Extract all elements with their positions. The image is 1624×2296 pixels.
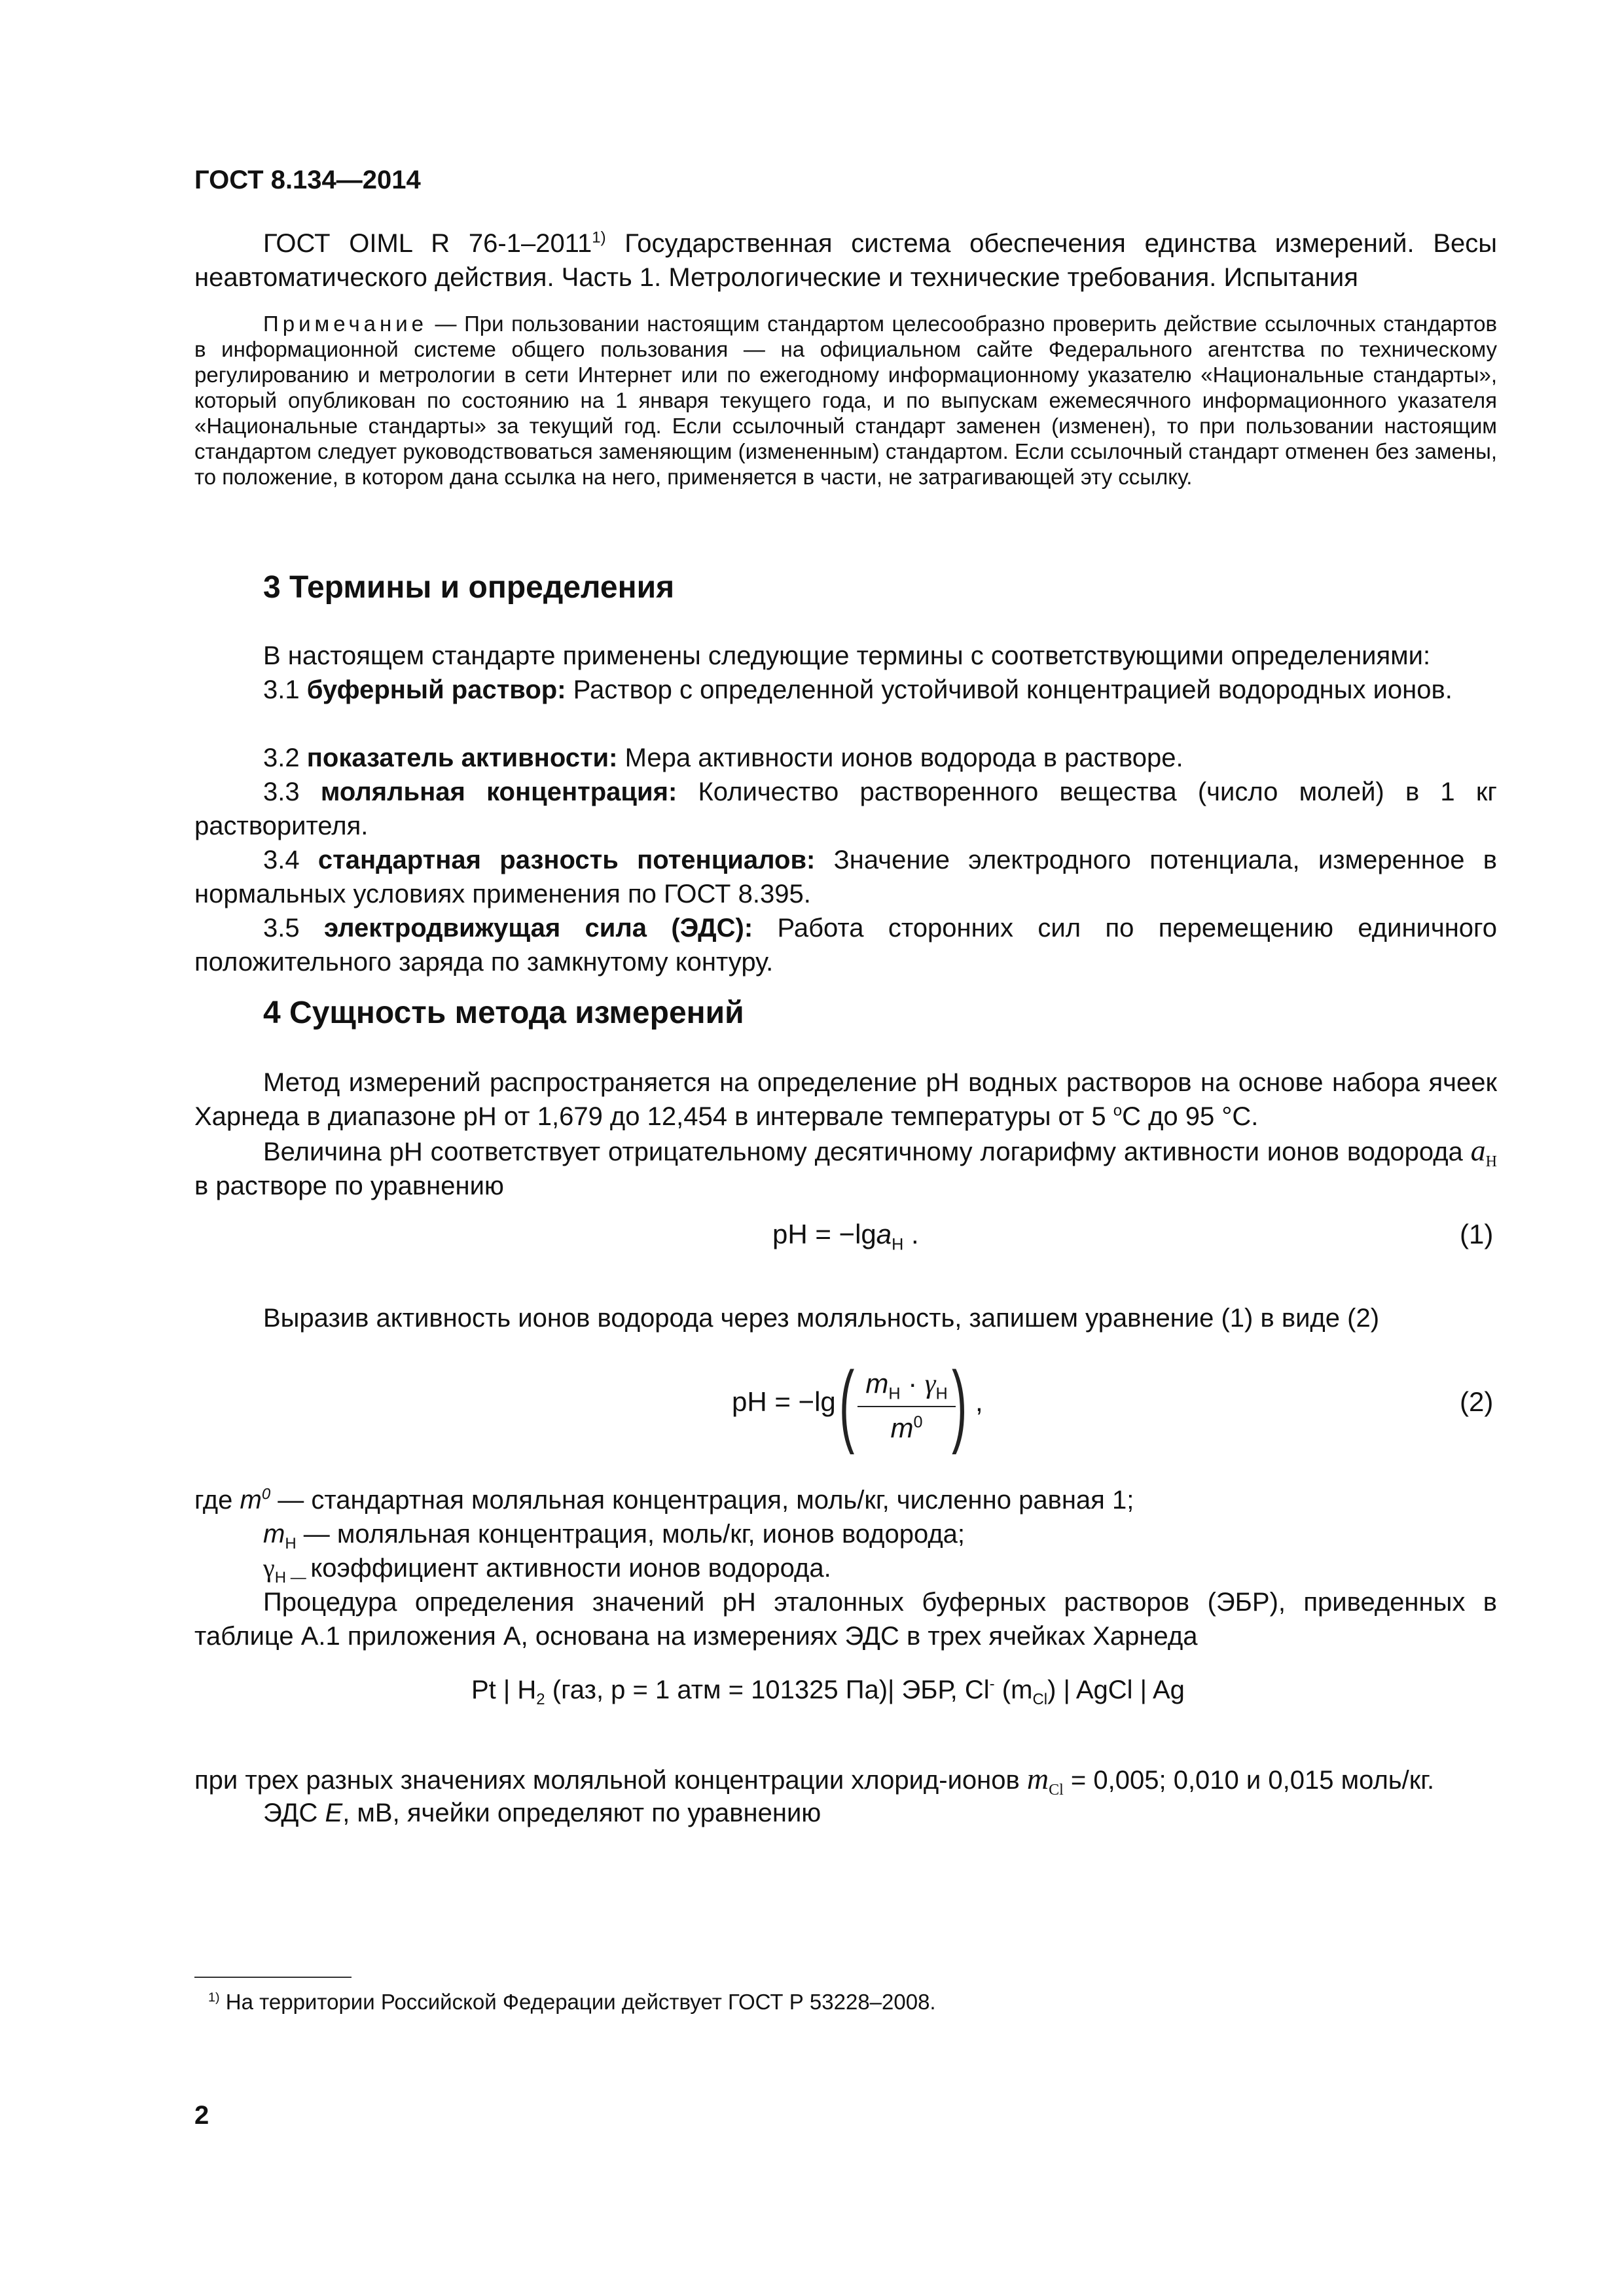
reference-title: Государственная система обеспечения единства измерений. Весы неавтоматического действия. Часть 1. Метрологические и технические требования. Испытания [194, 229, 1498, 292]
term-name: стандартная разность потенциалов: [317, 846, 816, 874]
term-definition: Раствор с определенной устойчивой концентрацией водородных ионов. [566, 675, 1453, 704]
math-subscript: H [285, 1535, 297, 1552]
math-variable: m [240, 1486, 262, 1515]
left-paren: ( [839, 1352, 855, 1455]
text-run: в растворе по уравнению [194, 1172, 504, 1200]
term-definition: Значение электродного потенциала, измеренное в нормальных условиях применения по ГОСТ 8.395. [194, 846, 1498, 908]
text-run: коэффициент активности ионов водорода. [310, 1554, 831, 1583]
document-header: ГОСТ 8.134—2014 [194, 166, 421, 194]
where-line-3 [263, 1551, 1497, 1585]
text-run: где [194, 1486, 240, 1515]
text-run: C до 95 °C. [1122, 1102, 1259, 1131]
term-name: буферный раствор: [306, 675, 566, 704]
section-4-paragraph-5 [194, 1762, 1497, 1797]
fraction-numerator [857, 1368, 956, 1403]
section-4-title: 4 Сущность метода измерений [263, 996, 744, 1030]
math-operator: · [900, 1368, 925, 1399]
term-3-5 [194, 911, 1497, 979]
math-subscript: Cl [1049, 1782, 1064, 1799]
note-paragraph [194, 311, 1497, 490]
section-3-title: 3 Термины и определения [263, 570, 675, 605]
math-variable: γ [924, 1369, 936, 1399]
section-4-paragraph-1 [194, 1066, 1497, 1134]
math-variable: γ [263, 1553, 275, 1583]
math-variable: E [325, 1799, 343, 1827]
fraction-bar [857, 1406, 956, 1407]
equation-2-lhs: pH = −lg [732, 1386, 836, 1417]
equation-2-end: , [975, 1386, 983, 1417]
equation-lhs: pH = −lg [772, 1219, 876, 1249]
text-run: (m [994, 1676, 1033, 1704]
math-variable: a [1470, 1134, 1486, 1167]
math-subscript: H [888, 1384, 901, 1403]
term-3-2 [194, 741, 1497, 775]
text-run: — моляльная концентрация, моль/кг, ионов водорода; [296, 1520, 965, 1549]
term-3-3 [194, 775, 1497, 843]
note-text: — При пользовании настоящим стандартом целесообразно проверить действие ссылочных стандартов в информационной системе общего пользования — на официальном сайте Федерального агентства по техническому регулированию и метрологии в сети Интернет или по ежегодному информационному указателю «Национальные стандарты», который опубликован по состоянию на 1 января текущего года, и по выпускам ежемесячного информационного указателя «Национальные стандарты» за текущий год. Если ссылочный стандарт заменен (изменен), то при пользовании настоящим стандартом следует руководствоваться заменяющим (измененным) стандартом. Если ссылочный стандарт отменен без замены, то положение, в котором дана ссылка на него, применяется в части, не затрагивающей эту ссылку. [194, 312, 1497, 489]
term-number: 3.3 [263, 778, 321, 806]
text-run: = 0,005; 0,010 и 0,015 моль/кг. [1063, 1766, 1435, 1795]
math-variable: m [263, 1520, 285, 1549]
math-subscript: H [892, 1235, 904, 1254]
math-subscript: H — [274, 1569, 311, 1587]
note-label: Примечание [263, 312, 428, 336]
math-subscript: 2 [536, 1691, 545, 1708]
math-subscript: H [935, 1384, 948, 1403]
degree-mark: o [1113, 1102, 1123, 1120]
term-3-1 [194, 673, 1497, 707]
right-paren: ) [952, 1352, 967, 1455]
section-4-paragraph-6 [263, 1796, 1497, 1830]
math-variable: m [1026, 1762, 1049, 1795]
footnote-mark: 1) [208, 1990, 220, 2005]
math-variable: m [890, 1412, 914, 1443]
text-run: . [903, 1219, 919, 1249]
term-name: показатель активности: [306, 744, 618, 772]
page-number: 2 [194, 2101, 209, 2130]
equation-1-number: (1) [1460, 1219, 1494, 1249]
term-definition: Мера активности ионов водорода в растворе. [617, 744, 1183, 772]
text-run: Величина pH соответствует отрицательному десятичному логарифму активности ионов водорода [263, 1138, 1471, 1166]
reference-id: ГОСТ OIML R 76-1–2011 [263, 229, 592, 258]
where-line-2 [263, 1517, 1497, 1551]
section-3-intro: В настоящем стандарте применены следующие термины с соответствующими определениями: [263, 641, 1431, 670]
section-4-paragraph-2 [194, 1134, 1497, 1203]
equation-1 [772, 1219, 919, 1254]
harned-cell-scheme [471, 1675, 1185, 1708]
footnote-text: На территории Российской Федерации действует ГОСТ Р 53228–2008. [219, 1990, 936, 2014]
text-run: ) | AgCl | Ag [1047, 1676, 1185, 1704]
term-number: 3.2 [263, 744, 307, 772]
math-subscript: H [1485, 1153, 1497, 1170]
math-superscript: - [989, 1675, 995, 1693]
term-number: 3.4 [263, 846, 318, 874]
math-superscript: 0 [261, 1485, 271, 1503]
math-subscript: Cl [1032, 1691, 1048, 1708]
reference-footnote-mark: 1) [592, 228, 606, 247]
term-definition: Работа сторонних сил по перемещению единичного положительного заряда по замкнутому контуру. [194, 914, 1498, 977]
text-run: — стандартная моляльная концентрация, моль/кг, численно равная 1; [270, 1486, 1134, 1515]
text-run: Метод измерений распространяется на определение pH водных растворов на основе набора ячеек Харнеда в диапазоне pH от 1,679 до 12,454 в интервале температуры от 5 [194, 1068, 1497, 1131]
math-superscript: 0 [913, 1413, 923, 1431]
section-4-paragraph-4: Процедура определения значений pH эталонных буферных растворов (ЭБР), приведенных в таблице А.1 приложения А, основана на измерениях ЭДС в трех ячейках Харнеда [194, 1588, 1497, 1651]
text-run: при трех разных значениях моляльной концентрации хлорид-ионов [194, 1766, 1027, 1795]
where-line-1 [194, 1483, 1497, 1517]
math-variable: a [876, 1219, 892, 1249]
term-number: 3.1 [263, 675, 307, 704]
fraction-denominator [857, 1412, 956, 1444]
term-definition: Количество растворенного вещества (число молей) в 1 кг растворителя. [194, 778, 1497, 840]
term-name: электродвижущая сила (ЭДС): [323, 914, 753, 942]
term-number: 3.5 [263, 914, 324, 942]
term-3-4 [194, 843, 1497, 911]
equation-2-number: (2) [1460, 1386, 1494, 1417]
math-variable: m [865, 1368, 889, 1399]
section-4-paragraph-3: Выразив активность ионов водорода через моляльность, запишем уравнение (1) в виде (2) [263, 1304, 1380, 1333]
footnote [208, 1990, 936, 2015]
text-run: Pt | H [471, 1676, 537, 1704]
text-run: ЭДС [263, 1799, 325, 1827]
text-run: (газ, p = 1 атм = 101325 Па)| ЭБР, Cl [545, 1676, 990, 1704]
reference-paragraph [194, 226, 1497, 295]
footnote-separator [194, 1977, 352, 1978]
term-name: моляльная концентрация: [320, 778, 677, 806]
text-run: , мВ, ячейки определяют по уравнению [342, 1799, 821, 1827]
